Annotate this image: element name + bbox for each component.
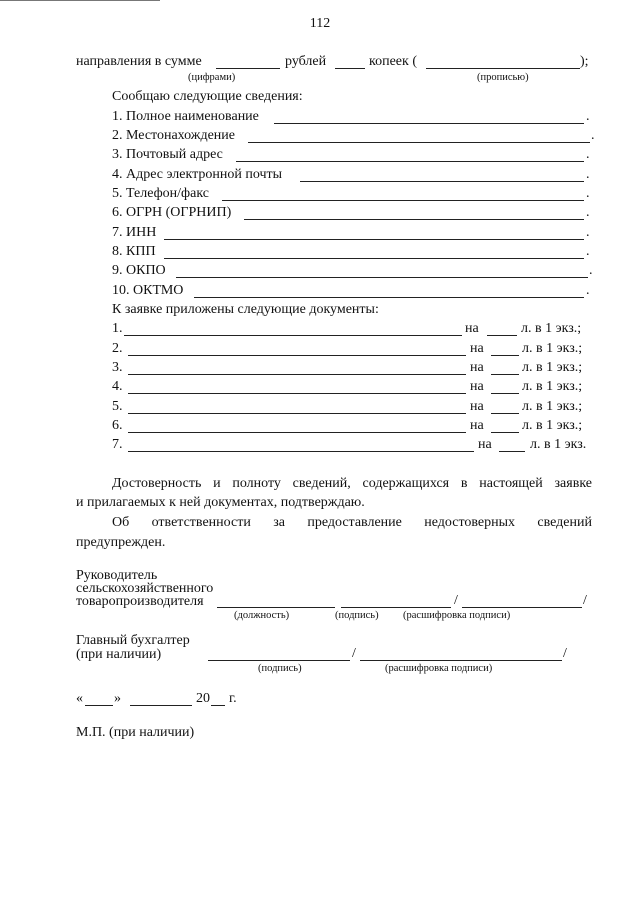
doc-pages-line[interactable]: [499, 451, 525, 452]
doc-line[interactable]: [128, 355, 466, 356]
info-line-email[interactable]: [300, 181, 584, 182]
hint-head-signature: (подпись): [335, 610, 379, 621]
responsibility-line-1: Об ответственности за предоставление недостоверных сведений: [112, 515, 592, 530]
rubles-label: рублей: [285, 54, 327, 69]
doc-na: на: [470, 379, 484, 394]
hint-head-decoding: (расшифровка подписи): [403, 610, 511, 621]
date-month-line[interactable]: [130, 705, 192, 706]
doc-item-number: 2.: [112, 341, 123, 356]
head-title-3: товаропроизводителя: [76, 594, 204, 609]
info-dot: .: [589, 263, 593, 278]
confirm-line-1: Достоверность и полноту сведений, содержащихся в настоящей заявке: [112, 476, 592, 491]
info-line-full-name[interactable]: [274, 123, 584, 124]
doc-line[interactable]: [128, 374, 466, 375]
info-item-kpp: 8. КПП: [112, 244, 156, 259]
date-open-quote: «: [76, 691, 83, 706]
info-dot: .: [586, 109, 590, 124]
head-title-1: Руководитель: [76, 568, 158, 583]
doc-suffix-last: л. в 1 экз.: [530, 437, 587, 452]
head-decoding-line[interactable]: [462, 607, 582, 608]
doc-suffix: л. в 1 экз.;: [522, 341, 583, 356]
accountant-title-2: (при наличии): [76, 647, 162, 662]
info-line-okpo[interactable]: [176, 277, 588, 278]
info-line-location[interactable]: [248, 142, 590, 143]
amount-label: направления в сумме: [76, 54, 202, 69]
confirm-line-2: и прилагаемых к ней документах, подтверждаю.: [76, 495, 365, 510]
accountant-signature-line[interactable]: [208, 660, 350, 661]
head-slash-end: /: [583, 593, 587, 608]
doc-suffix: л. в 1 экз.;: [522, 418, 583, 433]
doc-item-number: 3.: [112, 360, 123, 375]
info-item-ogrn: 6. ОГРН (ОГРНИП): [112, 205, 232, 220]
info-line-ogrn[interactable]: [244, 219, 584, 220]
doc-pages-line[interactable]: [487, 335, 517, 336]
stamp-label: М.П. (при наличии): [76, 725, 195, 740]
accountant-slash-end: /: [563, 646, 567, 661]
head-signature-line[interactable]: [341, 607, 451, 608]
doc-item-number: 7.: [112, 437, 123, 452]
doc-line[interactable]: [128, 413, 466, 414]
info-item-oktmo: 10. ОКТМО: [112, 283, 184, 298]
page-number: 112: [309, 16, 331, 31]
info-item-email: 4. Адрес электронной почты: [112, 167, 283, 182]
hint-accountant-decoding: (расшифровка подписи): [385, 663, 493, 674]
responsibility-line-2: предупрежден.: [76, 535, 166, 550]
doc-pages-line[interactable]: [491, 413, 519, 414]
doc-item-number: 5.: [112, 399, 123, 414]
doc-na: на: [465, 321, 479, 336]
info-item-phone: 5. Телефон/факс: [112, 186, 210, 201]
doc-na: на: [470, 360, 484, 375]
doc-line[interactable]: [128, 393, 466, 394]
info-item-location: 2. Местонахождение: [112, 128, 236, 143]
kopecks-label: копеек (: [369, 54, 417, 69]
info-item-full-name: 1. Полное наименование: [112, 109, 259, 124]
info-line-inn[interactable]: [164, 239, 584, 240]
doc-line[interactable]: [128, 451, 474, 452]
doc-na: на: [470, 418, 484, 433]
amount-words-line[interactable]: [426, 68, 580, 69]
doc-line[interactable]: [128, 432, 466, 433]
kopecks-line[interactable]: [335, 68, 365, 69]
date-year-prefix: 20: [196, 691, 210, 706]
info-dot: .: [586, 244, 590, 259]
doc-line[interactable]: [124, 335, 462, 336]
doc-item-number: 4.: [112, 379, 123, 394]
accountant-title-1: Главный бухгалтер: [76, 633, 190, 648]
info-dot: .: [591, 128, 595, 143]
docs-heading: К заявке приложены следующие документы:: [112, 302, 379, 317]
date-close-quote: »: [114, 691, 121, 706]
info-line-oktmo[interactable]: [194, 297, 584, 298]
info-dot: .: [586, 283, 590, 298]
amount-digits-line[interactable]: [216, 68, 280, 69]
date-year-line[interactable]: [211, 705, 225, 706]
doc-pages-line[interactable]: [491, 393, 519, 394]
info-heading: Сообщаю следующие сведения:: [112, 89, 303, 104]
info-line-kpp[interactable]: [164, 258, 584, 259]
accountant-decoding-line[interactable]: [360, 660, 562, 661]
doc-item-number: 1.: [112, 321, 123, 336]
doc-na: на: [478, 437, 492, 452]
hint-digits: (цифрами): [188, 72, 236, 83]
doc-na: на: [470, 399, 484, 414]
info-line-postal[interactable]: [236, 161, 584, 162]
doc-na: на: [470, 341, 484, 356]
doc-pages-line[interactable]: [491, 432, 519, 433]
info-item-okpo: 9. ОКПО: [112, 263, 166, 278]
doc-item-number: 6.: [112, 418, 123, 433]
info-dot: .: [586, 225, 590, 240]
date-year-suffix: г.: [229, 691, 237, 706]
info-line-phone[interactable]: [222, 200, 584, 201]
doc-suffix: л. в 1 экз.;: [521, 321, 582, 336]
doc-pages-line[interactable]: [491, 374, 519, 375]
info-dot: .: [586, 167, 590, 182]
date-day-line[interactable]: [85, 705, 113, 706]
doc-suffix: л. в 1 экз.;: [522, 360, 583, 375]
info-dot: .: [586, 147, 590, 162]
info-dot: .: [586, 205, 590, 220]
amount-close: );: [580, 54, 589, 69]
doc-suffix: л. в 1 экз.;: [522, 379, 583, 394]
hint-words: (прописью): [477, 72, 529, 83]
hint-position: (должность): [234, 610, 290, 621]
accountant-slash: /: [352, 646, 356, 661]
top-rule: [0, 0, 160, 1]
info-item-inn: 7. ИНН: [112, 225, 157, 240]
doc-pages-line[interactable]: [491, 355, 519, 356]
info-dot: .: [586, 186, 590, 201]
hint-accountant-signature: (подпись): [258, 663, 302, 674]
head-title-2: сельскохозяйственного: [76, 581, 214, 596]
head-slash: /: [454, 593, 458, 608]
head-position-line[interactable]: [217, 607, 335, 608]
info-item-postal: 3. Почтовый адрес: [112, 147, 223, 162]
doc-suffix: л. в 1 экз.;: [522, 399, 583, 414]
